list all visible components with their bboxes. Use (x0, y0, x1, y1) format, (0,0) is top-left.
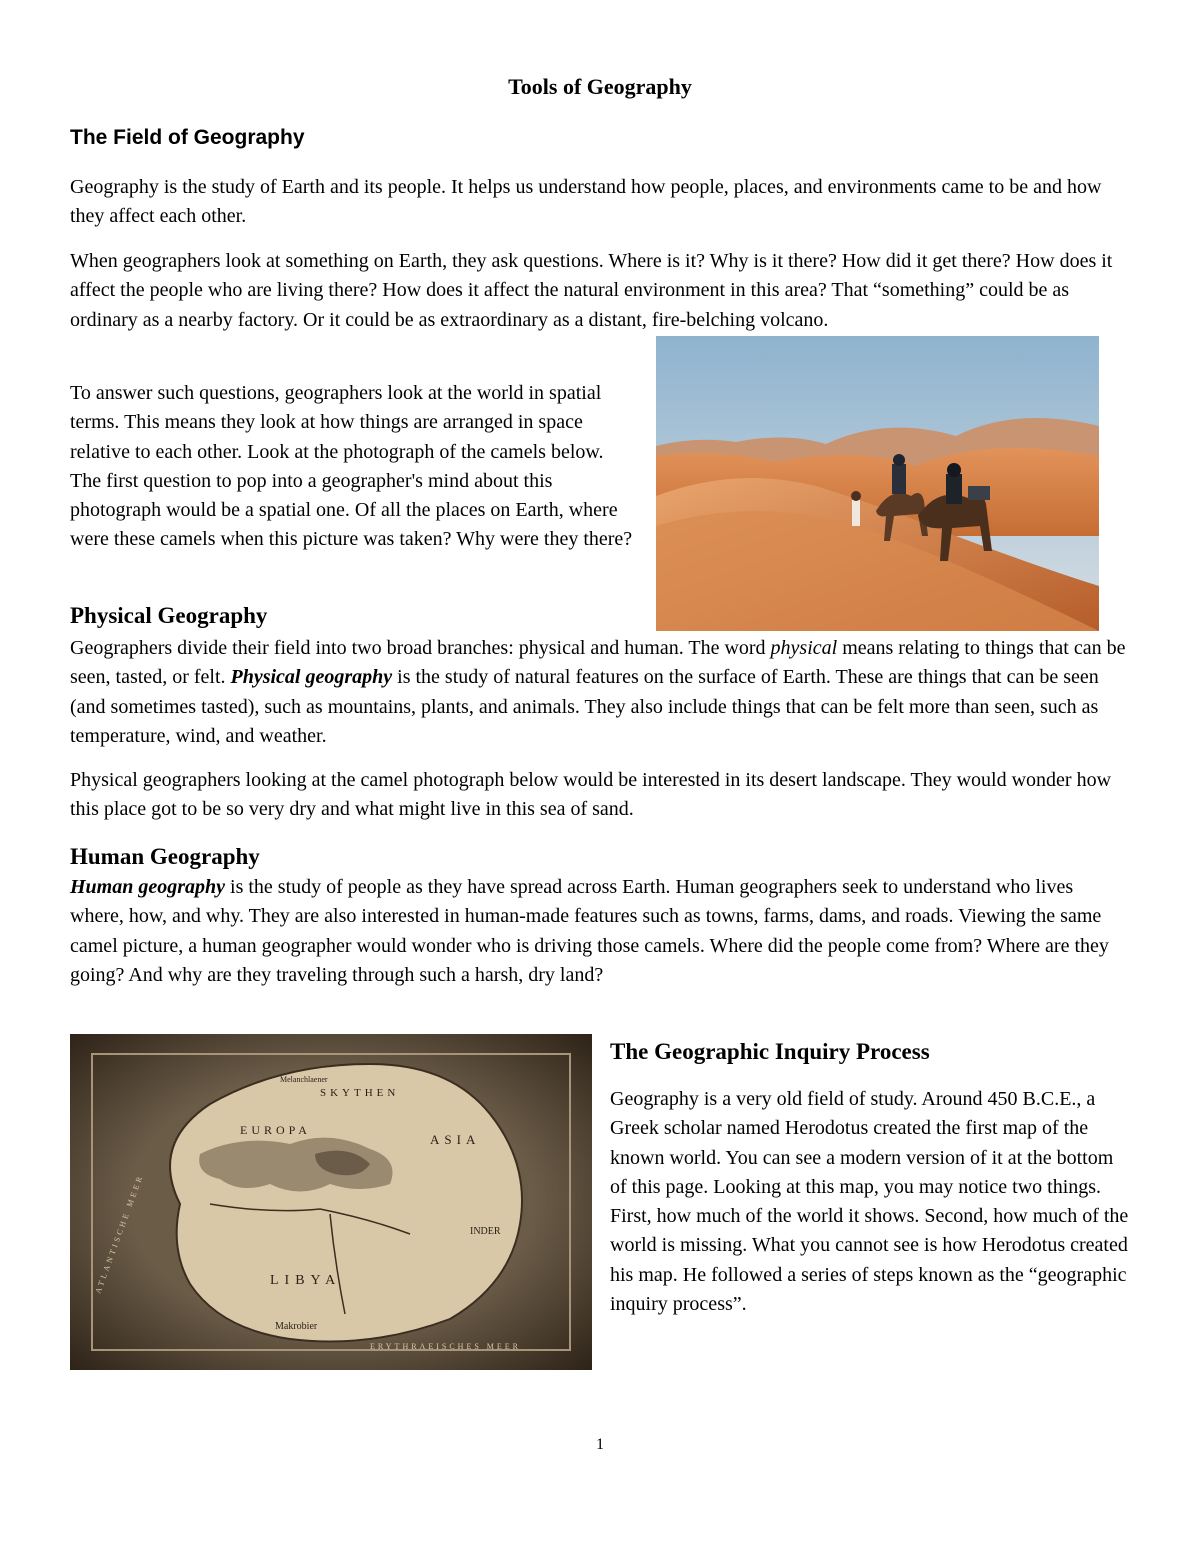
paragraph-physical-camel: Physical geographers looking at the camel photograph below would be interested in its desert landscape. They would wonder how this place got to be so very dry and what might live in this sea of sand. (70, 769, 1112, 821)
camel-desert-photo (656, 336, 1099, 631)
map-label-melanchlaener: Melanchlaener (280, 1075, 328, 1084)
map-label-erythraean: ERYTHRAEISCHES MEER (370, 1342, 522, 1351)
herodotus-map-illustration (70, 1034, 592, 1370)
map-label-atlantic: ATLANTISCHE MEER (93, 1172, 146, 1295)
heading-geographic-inquiry: The Geographic Inquiry Process (610, 1039, 930, 1064)
paragraph-spatial-terms: To answer such questions, geographers look at the world in spatial terms. This means they look at how things are arranged in space relative to each other. Look at the photograph of the camels below. The first question to pop into a geographer's mind about this photograph would be a spatial one. Of all the places on Earth, where were these camels when this picture was taken? Why were they there? (70, 382, 633, 551)
map-label-asia: ASIA (430, 1132, 481, 1147)
herodotus-map-image (70, 1034, 592, 1370)
physical-text-b: means relating to things that can be seen, tasted, or felt. (70, 637, 1126, 689)
camel-desert-illustration (656, 336, 1099, 631)
physical-text-a: Geographers divide their field into two broad branches: physical and human. The word (70, 637, 771, 659)
heading-physical-geography: Physical Geography (70, 603, 268, 628)
paragraph-geographer-questions: When geographers look at something on Earth, they ask questions. Where is it? Why is it there? How did it get there? How does it affect the people who are living there? How does it affect the natural environment in this area? That “something” could be as ordinary as a nearby factory. Or it could be as extraordinary as a distant, fire-belching volcano. (70, 250, 1113, 331)
physical-italic-word: physical (770, 637, 838, 659)
heading-field-of-geography: The Field of Geography (70, 126, 305, 149)
document-title: Tools of Geography (508, 74, 692, 99)
heading-human-geography: Human Geography (70, 844, 260, 869)
paragraph-geographic-inquiry: Geography is a very old field of study. Around 450 B.C.E., a Greek scholar named Herodotus created the first map of the known world. You can see a modern version of it at the bottom of this page. Looking at this map, you may notice two things. First, how much of the world it shows. Second, how much of the world is missing. What you cannot see is how Herodotus created his map. He followed a series of steps known as the “geographic inquiry process”. (610, 1088, 1129, 1316)
paragraph-geography-definition: Geography is the study of Earth and its people. It helps us understand how people, places, and environments came to be and how they affect each other. (70, 176, 1102, 228)
paragraph-physical-definition (70, 634, 1132, 751)
map-label-libya: LIBYA (270, 1273, 342, 1288)
human-text: is the study of people as they have spread across Earth. Human geographers seek to understand who lives where, how, and why. They are also interested in human-made features such as towns, farms, dams, and roads. Viewing the same camel picture, a human geographer would wonder who is driving those camels. Where did the people come from? Where are they going? And why are they traveling through such a harsh, dry land? (70, 876, 1109, 986)
map-label-skythen: SKYTHEN (320, 1087, 400, 1099)
map-label-makrobier: Makrobier (275, 1321, 318, 1332)
map-label-inder: INDER (470, 1226, 501, 1237)
page-number: 1 (596, 1436, 604, 1453)
physical-geography-term: Physical geography (230, 666, 393, 689)
map-label-europa: EUROPA (240, 1123, 311, 1137)
physical-text-c: is the study of natural features on the surface of Earth. These are things that can be seen (and sometimes tasted), such as mountains, plants, and animals. They also include things that can be felt more than seen, such as temperature, wind, and weather. (70, 666, 1099, 747)
paragraph-human-definition (70, 873, 1120, 990)
human-geography-term: Human geography (70, 876, 226, 898)
